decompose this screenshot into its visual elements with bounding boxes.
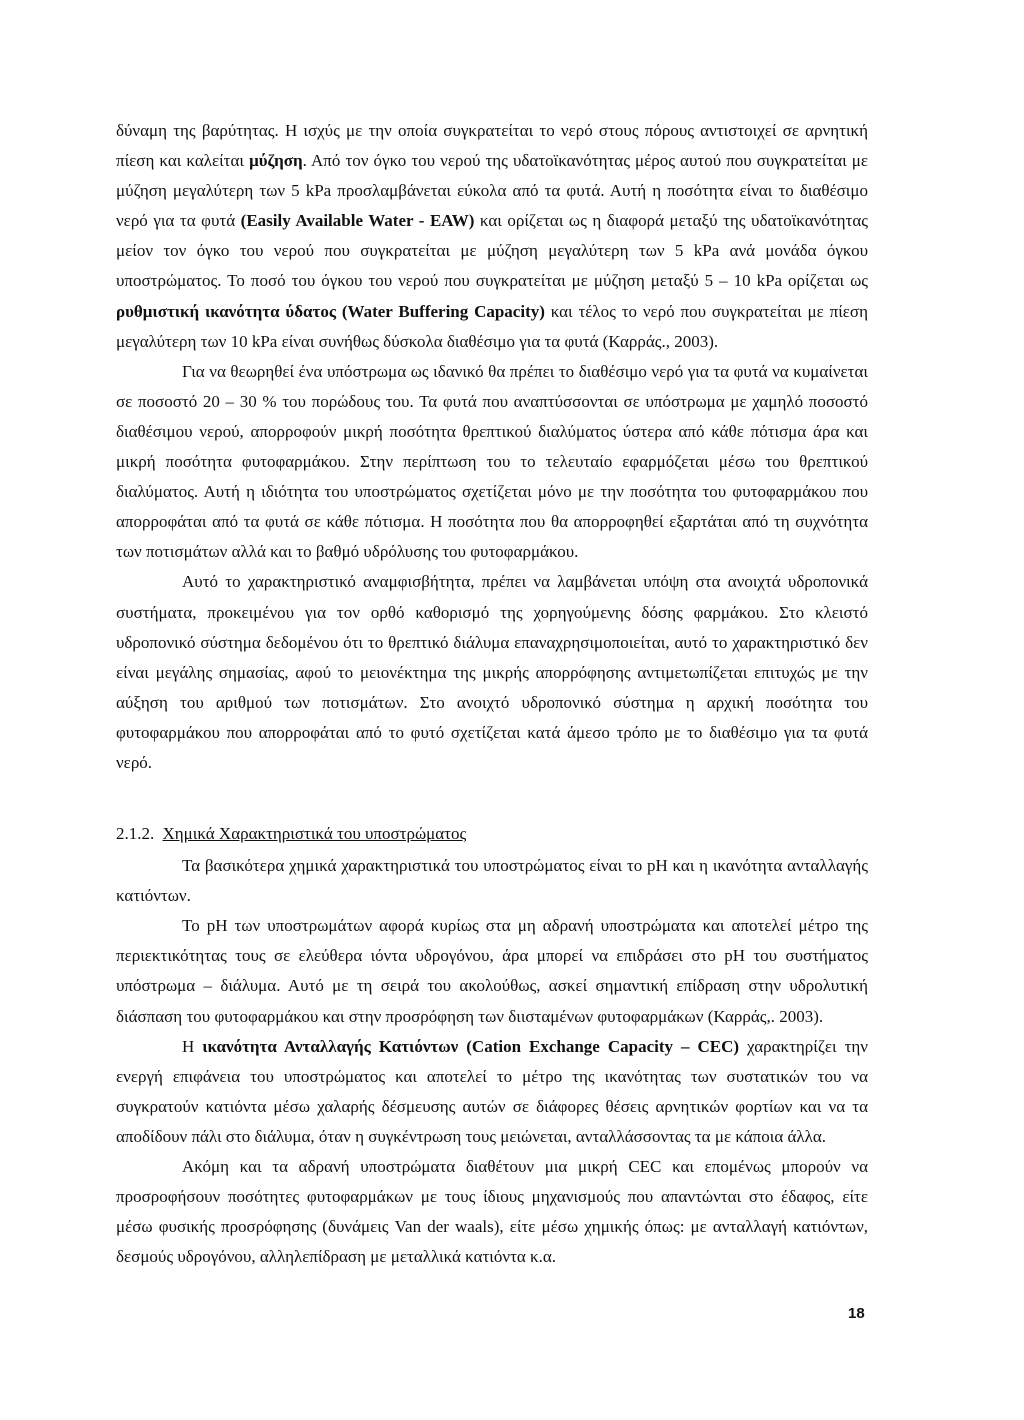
bold-term: (Easily Available Water - EAW) (240, 211, 475, 231)
text-run: χαρακτηρίζει την ενεργή επιφάνεια του υποστρώματος και αποτελεί το μέτρο της ικανότητας των συστατικών του να συγκρατούν κατιόντα μέσω χαλαρής δέσμευσης αυτών σε διάφορες θέσεις αρνητικών φορτίων και να τα αποδίδουν πάλι στο διάλυμα, όταν η συγκέντρωση τους μειώνεται, ανταλλάσσοντας τα με κάποια άλλα. (116, 1036, 868, 1146)
bold-term: ικανότητα Ανταλλαγής Κατιόντων (Cation Exchange Capacity – CEC) (202, 1036, 740, 1056)
paragraph (116, 567, 868, 778)
text-run: Τα βασικότερα χημικά χαρακτηριστικά του υποστρώματος είναι το pH και η ικανότητα ανταλλαγής κατιόντων. (116, 856, 868, 906)
paragraph (116, 357, 868, 568)
bold-term: μύζηση (249, 151, 303, 171)
paragraph (116, 851, 868, 911)
body-text-top (116, 116, 868, 778)
text-run: Το pH των υποστρωμάτων αφορά κυρίως στα μη αδρανή υποστρώματα και αποτελεί μέτρο της περιεκτικότητας τους σε ελεύθερα ιόντα υδρογόνου, άρα μπορεί να επιδράσει στο pH του συστήματος υπόστρωμα – διάλυμα. Αυτό με τη σειρά του ακολούθως, ασκεί σημαντική επίδραση στην υδρολυτική διάσπαση του φυτοφαρμάκου και στην προσρόφηση των διισταμένων φυτοφαρμάκων (Καρράς,. 2003). (116, 916, 868, 1026)
text-run: και τέλος το νερό που συγκρατείται με πίεση μεγαλύτερη των 10 kPa είναι συνήθως δύσκολα διαθέσιμο για τα φυτά (Καρράς., 2003). (116, 301, 868, 351)
text-run: Για να θεωρηθεί ένα υπόστρωμα ως ιδανικό θα πρέπει το διαθέσιμο νερό για τα φυτά να κυμαίνεται σε ποσοστό 20 – 30 % του πορώδους του. Τα φυτά που αναπτύσσονται σε υπόστρωμα με χαμηλό ποσοστό διαθέσιμου νερού, απορροφούν μικρή ποσότητα θρεπτικού διαλύματος ύστερα από κάθε πότισμα άρα και μικρή ποσότητα φυτοφαρμάκου. Στην περίπτωση του το τελευταίο εφαρμόζεται μέσω του θρεπτικού διαλύματος. Αυτή η ιδιότητα του υποστρώματος σχετίζεται μόνο με την ποσότητα του φυτοφαρμάκου που απορροφάται από τα φυτά σε κάθε πότισμα. Η ποσότητα που θα απορροφηθεί εξαρτάται από τη συχνότητα των ποτισμάτων αλλά και το βαθμό υδρόλυσης του φυτοφαρμάκου. (116, 361, 868, 562)
section-title: Χημικά Χαρακτηριστικά του υποστρώματος (162, 824, 467, 844)
text-run: Αυτό το χαρακτηριστικό αναμφισβήτητα, πρέπει να λαμβάνεται υπόψη στα ανοιχτά υδροπονικά συστήματα, προκειμένου για τον ορθό καθορισμό της χορηγούμενης δόσης φαρμάκου. Στο κλειστό υδροπονικό σύστημα δεδομένου ότι το θρεπτικό διάλυμα επαναχρησιμοποιείται, αυτό το χαρακτηριστικό δεν είναι μεγάλης σημασίας, αφού το μειονέκτημα της μικρής απορρόφησης αντιμετωπίζεται επιτυχώς με την αύξηση του αριθμού των ποτισμάτων. Στο ανοιχτό υδροπονικό σύστημα η αρχική ποσότητα του φυτοφαρμάκου που απορροφάται από το φυτό σχετίζεται κατά άμεσο τρόπο με το διαθέσιμο για τα φυτά νερό. (116, 572, 868, 772)
document-page (116, 116, 868, 1272)
text-run: δύναμη της βαρύτητας. Η ισχύς με την οποία συγκρατείται το νερό στους πόρους αντιστοιχεί σε αρνητική πίεση και καλείται (116, 121, 868, 171)
section-number: 2.1.2. (116, 824, 155, 844)
text-run: Η (182, 1036, 203, 1056)
text-run: . Από τον όγκο του νερού της υδατοϊκανότητας μέρος αυτού που συγκρατείται με μύζηση μεγαλύτερη των 5 kPa προσλαμβάνεται εύκολα από τα φυτά. Αυτή η ποσότητα είναι το διαθέσιμο νερό για τα φυτά (116, 151, 869, 231)
bold-term: ρυθμιστική ικανότητα ύδατος (Water Buffering Capacity) (116, 301, 545, 321)
text-run: Ακόμη και τα αδρανή υποστρώματα διαθέτουν μια μικρή CEC και επομένως μπορούν να προσροφήσουν ποσότητες φυτοφαρμάκων με τους ίδιους μηχανισμούς που απαντώνται στο έδαφος, είτε μέσω φυσικής προσρόφησης (δυνάμεις Van der waals), είτε μέσω χημικής όπως: με ανταλλαγή κατιόντων, δεσμούς υδρογόνου, αλληλεπίδραση με μεταλλικά κατιόντα κ.α. (116, 1157, 868, 1267)
text-run: και ορίζεται ως η διαφορά μεταξύ της υδατοϊκανότητας μείον τον όγκο του νερού που συγκρατείται με μύζηση μεγαλύτερη των 5 kPa ανά μονάδα όγκου υποστρώματος. Το ποσό του όγκου του νερού που συγκρατείται με μύζηση μεταξύ 5 – 10 kPa ορίζεται ως (116, 211, 868, 291)
paragraph (116, 1152, 868, 1272)
paragraph (116, 116, 868, 357)
section-heading (116, 819, 868, 849)
paragraph (116, 911, 868, 1031)
page-number: 18 (848, 1305, 865, 1322)
body-text-section (116, 851, 868, 1272)
paragraph (116, 1032, 868, 1152)
